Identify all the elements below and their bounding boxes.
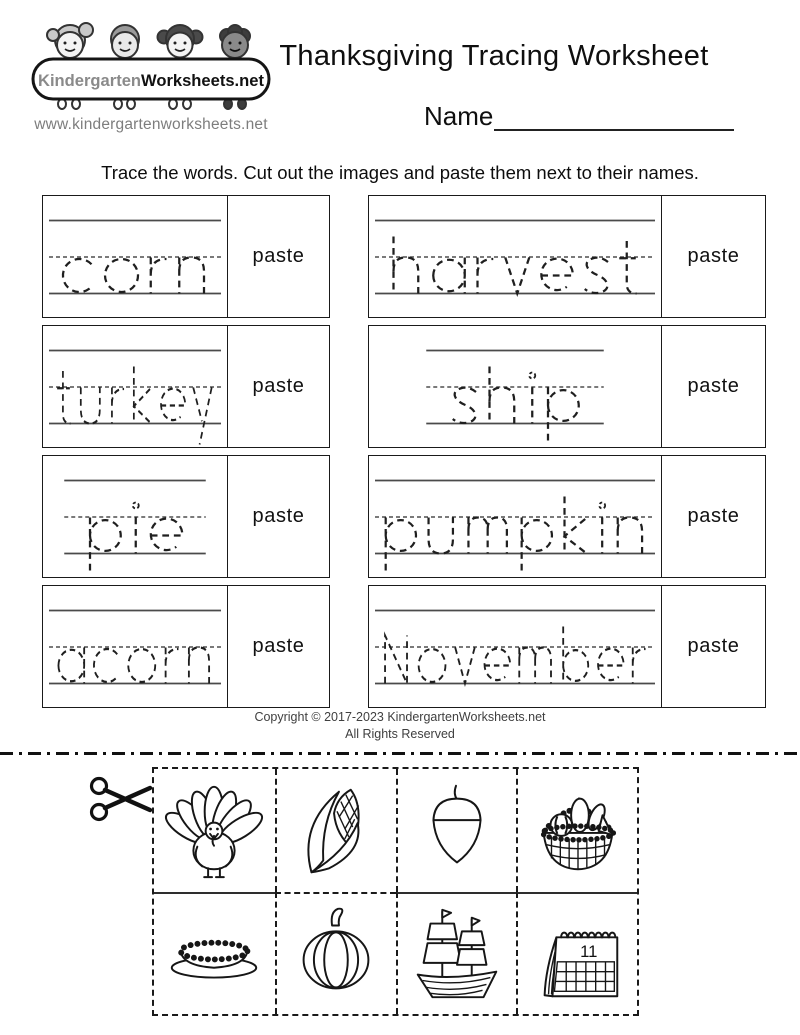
trace-cell-turkey	[42, 325, 330, 448]
cutout-cell-acorn	[396, 769, 517, 892]
paste-label: paste	[687, 635, 740, 657]
cutout-cell-harvest-basket	[516, 769, 637, 892]
cutout-cell-turkey	[154, 769, 275, 892]
traceable-word-pie	[43, 456, 227, 577]
calendar-image	[524, 898, 632, 1010]
harvest-basket-image	[524, 774, 632, 886]
writing-area	[43, 196, 227, 317]
writing-area	[369, 196, 661, 317]
writing-area	[369, 586, 661, 707]
paste-label: paste	[687, 505, 740, 527]
pumpkin-image	[282, 898, 390, 1010]
instruction-text: Trace the words. Cut out the images and paste them next to their names.	[101, 162, 699, 183]
pie-image	[160, 898, 268, 1010]
rights-line: All Rights Reserved	[345, 727, 455, 741]
logo-brand-gray: Kindergarten	[38, 71, 144, 90]
traceable-word-pumpkin	[369, 456, 661, 577]
corn-image	[282, 774, 390, 886]
paste-label: paste	[252, 635, 305, 657]
logo-banner-text	[38, 71, 268, 90]
name-blank-line	[494, 129, 734, 131]
writing-area	[369, 326, 661, 447]
traceable-word-corn	[43, 196, 227, 317]
paste-label: paste	[687, 245, 740, 267]
cutout-cell-ship	[396, 892, 517, 1015]
acorn-image	[403, 774, 511, 886]
traceable-word-turkey	[43, 326, 227, 447]
paste-box	[661, 196, 765, 317]
traceable-word-ship	[369, 326, 661, 447]
logo-url: www.kindergartenworksheets.net	[34, 116, 268, 133]
writing-area	[43, 326, 227, 447]
writing-area	[43, 456, 227, 577]
paste-box	[227, 196, 329, 317]
cutout-grid	[152, 767, 639, 1016]
cutout-cell-corn	[275, 769, 396, 892]
scissors-icon	[88, 770, 160, 828]
paste-box	[661, 326, 765, 447]
cutout-cell-pie	[154, 892, 275, 1015]
paste-label: paste	[252, 375, 305, 397]
kindergartenworksheets-logo	[30, 14, 272, 114]
copyright-line: Copyright © 2017-2023 KindergartenWorksheets.net	[254, 710, 546, 724]
writing-area	[43, 586, 227, 707]
trace-cell-harvest	[368, 195, 766, 318]
paste-label: paste	[687, 375, 740, 397]
turkey-image	[160, 774, 268, 886]
paste-box	[661, 456, 765, 577]
ship-image	[403, 898, 511, 1010]
traceable-word-acorn	[43, 586, 227, 707]
paste-label: paste	[252, 505, 305, 527]
logo-brand-black: Worksheets.net	[141, 71, 268, 90]
trace-cell-corn	[42, 195, 330, 318]
traceable-word-november	[369, 586, 661, 707]
paste-box	[227, 586, 329, 707]
cut-here-line	[0, 752, 800, 755]
trace-cell-pumpkin	[368, 455, 766, 578]
trace-cell-ship	[368, 325, 766, 448]
trace-cell-acorn	[42, 585, 330, 708]
calendar-day-label: 11	[579, 941, 598, 961]
name-label: Name	[424, 101, 494, 131]
trace-cell-pie	[42, 455, 330, 578]
page-title: Thanksgiving Tracing Worksheet	[279, 40, 709, 72]
paste-box	[227, 456, 329, 577]
cutout-cell-pumpkin	[275, 892, 396, 1015]
cutout-cell-calendar	[516, 892, 637, 1015]
writing-area	[369, 456, 661, 577]
paste-label: paste	[252, 245, 305, 267]
paste-box	[661, 586, 765, 707]
paste-box	[227, 326, 329, 447]
trace-cell-november	[368, 585, 766, 708]
traceable-word-harvest	[369, 196, 661, 317]
